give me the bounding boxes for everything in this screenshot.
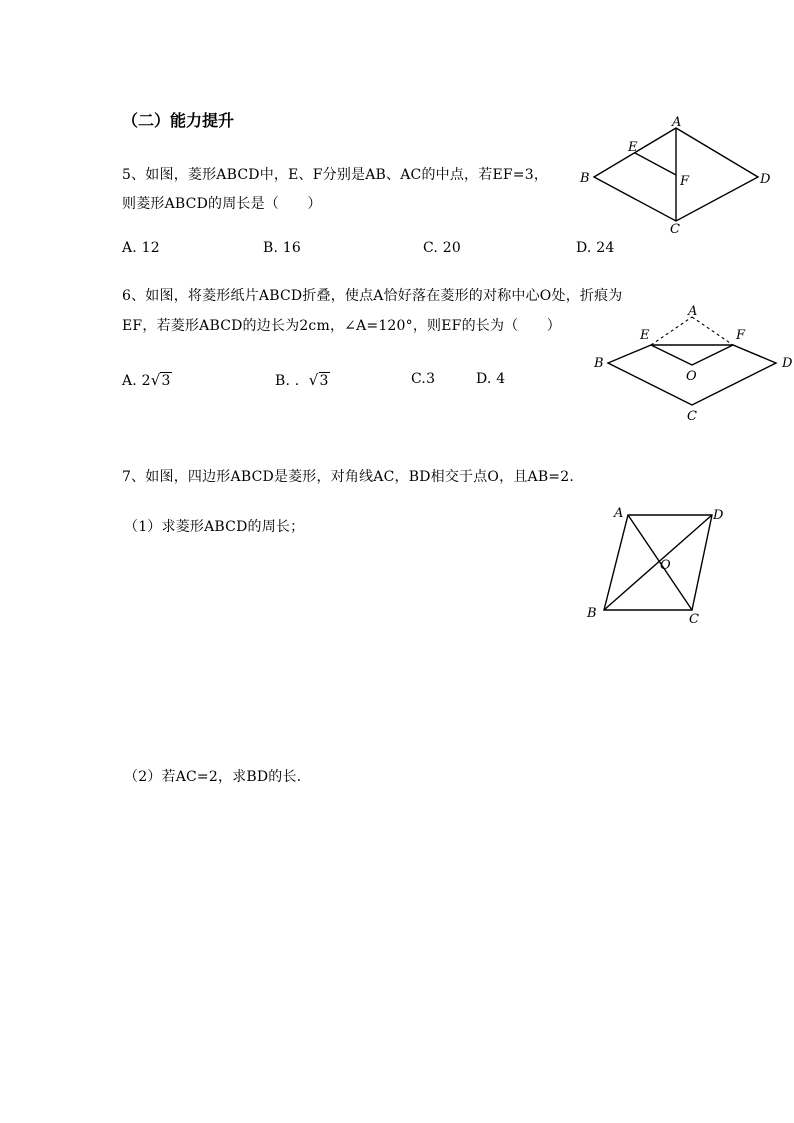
q6-label-d: D [782,356,793,371]
q7-part2: （2）若AC=2，求BD的长. [124,769,302,785]
q5-label-a: A [672,115,682,130]
q7-diagonal-bd [604,515,712,610]
q6-label-b: B [594,356,604,371]
q5-label-d: D [760,172,771,187]
q6-dashed-ae [651,317,692,345]
q6-stem-line2: EF，若菱形ABCD的边长为2cm，∠A=120°，则EF的长为（ ） [122,318,561,334]
q6-label-f: F [736,328,746,343]
q6-option-c: C.3 [411,371,436,387]
q6-stem-line1: 6、如图，将菱形纸片ABCD折叠，使点A恰好落在菱形的对称中心O处，折痕为 [122,288,623,304]
q7-label-c: C [689,612,699,627]
q6-label-a: A [688,304,698,319]
q6-option-b [275,371,330,389]
q6-rhombus-figure [590,303,794,423]
q5-rhombus-figure [572,115,774,240]
q6-option-a-radicand: 3 [161,373,171,389]
q6-option-a [122,371,172,389]
q6-option-a-sqrt: √3 [150,371,171,389]
q5-option-c: C. 20 [423,240,461,256]
q5-option-d: D. 24 [576,240,615,256]
q5-label-c: C [670,222,680,237]
q5-option-b: B. 16 [263,240,302,256]
q5-stem-line1: 5、如图，菱形ABCD中，E、F分别是AB、AC的中点，若EF=3， [122,167,549,183]
q6-option-b-prefix: B. . [275,373,300,389]
q7-label-b: B [587,606,597,621]
q6-option-b-radicand: 3 [319,373,329,389]
q7-label-o: O [660,558,671,573]
q5-segment-ef [635,153,676,175]
q6-dashed-af [692,317,733,345]
q6-label-c: C [687,409,697,423]
q7-part1: （1）求菱形ABCD的周长； [124,519,305,535]
q7-stem: 7、如图，四边形ABCD是菱形，对角线AC，BD相交于点O，且AB=2. [122,469,574,485]
q6-option-a-prefix: A. 2 [122,373,151,389]
q6-fold-triangle [651,345,733,365]
q7-rhombus-figure [582,503,732,628]
q7-label-a: A [614,506,624,521]
q5-stem-line2: 则菱形ABCD的周长是（ ） [122,196,322,212]
q6-label-e: E [640,328,650,343]
q5-option-a: A. 12 [122,240,160,256]
q7-label-d: D [713,508,724,523]
q6-label-o: O [686,369,697,384]
q5-label-b: B [580,171,590,186]
section-title: （二）能力提升 [122,111,235,130]
q5-label-f: F [680,174,690,189]
q6-option-b-sqrt: √3 [308,371,329,389]
q5-label-e: E [628,140,638,155]
q6-option-d: D. 4 [476,371,506,387]
